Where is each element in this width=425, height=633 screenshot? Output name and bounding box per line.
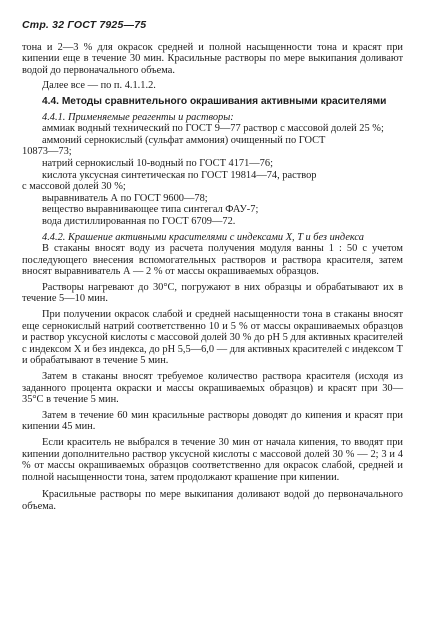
paragraph-continuation: тона и 2—3 % для окрасок средней и полной насыщенности тона и красят при кипении еще в течение 30 мин. Красильные растворы по мере выкипания доливают водой до первоначального объема.: [22, 41, 403, 76]
reagent-item: вода дистиллированная по ГОСТ 6709—72.: [42, 215, 236, 227]
paragraph-procedure: Если краситель не выбрался в течение 30 мин от начала кипения, то вводят при кипении дополнительно раствор уксусной кислоты с массовой долей 30 % — 2; 3 и 4 % от массы окрашиваемых образцов соответственно для окрасок слабой, средней и полной насыщенности тона, затем продолжают крашение при кипении.: [22, 437, 403, 483]
paragraph-procedure: Растворы нагревают до 30°С, погружают в них образцы и обрабатывают их в течение 5—10 мин.: [22, 281, 403, 305]
paragraph-procedure: Затем в стаканы вносят требуемое количество раствора красителя (исходя из заданного процента окраски и массы окрашиваемых образцов) и красят при 30—35°С в течение 5 мин.: [22, 371, 403, 406]
reagent-item: кислота уксусная синтетическая по ГОСТ 19814—74, раствор: [42, 169, 317, 181]
section-title-4-4: 4.4. Методы сравнительного окрашивания активными красителями: [42, 95, 387, 107]
subsection-title-4-4-1: 4.4.1. Применяемые реагенты и растворы:: [42, 111, 234, 123]
paragraph-procedure: Красильные растворы по мере выкипания доливают водой до первоначального объема.: [22, 489, 403, 512]
reagent-item-continuation: 10873—73;: [22, 146, 72, 158]
reagent-item-continuation: с массовой долей 30 %;: [22, 181, 126, 193]
reagent-item: натрий сернокислый 10-водный по ГОСТ 4171—76;: [42, 157, 273, 169]
paragraph-procedure: При получении окрасок слабой и средней насыщенности тона в стаканы вносят еще сернокислый натрий соответственно 10 и 5 % от массы окрашиваемых образцов и раствор уксусной кислоты с массовой долей 30 % до рН 5 для активных красителей с индексом X и без индекса, до рН 5,5—6,0 — для активных красителей с индексом Т и обрабатывают в течение 5 мин.: [22, 309, 403, 367]
paragraph-procedure: Затем в течение 60 мин красильные растворы доводят до кипения и красят при кипении 45 мин.: [22, 409, 403, 433]
reagent-item: аммоний сернокислый (сульфат аммония) очищенный по ГОСТ: [42, 134, 326, 146]
paragraph-procedure: В стаканы вносят воду из расчета получения модуля ванны 1 : 50 с учетом последующего внесения вспомогательных растворов и раствора красителя, затем вносят выравниватель А — 2 % от массы окрашиваемых образцов.: [22, 243, 403, 278]
reagent-item: аммиак водный технический по ГОСТ 9—77 раствор с массовой долей 25 %;: [42, 123, 384, 135]
reagent-item: выравниватель А по ГОСТ 9600—78;: [42, 192, 208, 204]
paragraph-reference: Далее все — по п. 4.1.1.2.: [42, 80, 156, 92]
reagent-item: вещество выравнивающее типа синтегал ФАУ-7;: [42, 204, 259, 216]
subsection-title-4-4-2: 4.4.2. Крашение активными красителями с индексами X, T и без индекса: [42, 231, 364, 243]
page-header: Стр. 32 ГОСТ 7925—75: [22, 19, 147, 31]
